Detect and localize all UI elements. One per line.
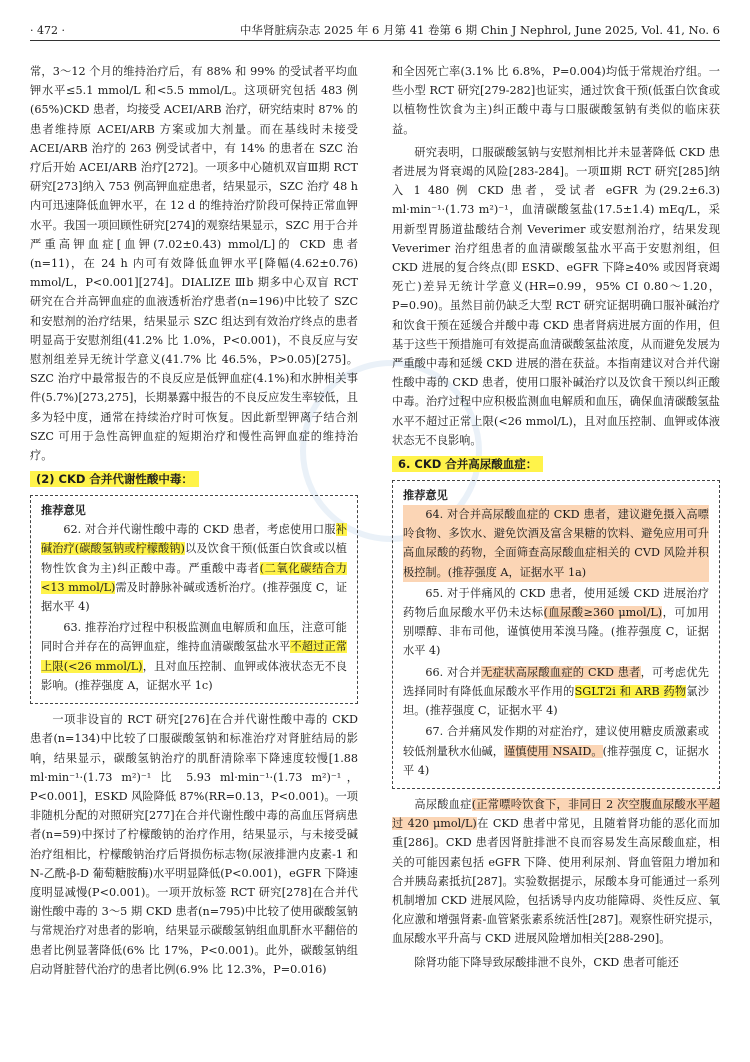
recommendation-box	[30, 495, 358, 704]
right-column	[392, 62, 720, 976]
left-column	[30, 62, 358, 983]
highlight: (正常嘌呤饮食下，非同日 2 次空腹血尿酸水平超过 420 μmol/L)	[392, 797, 720, 831]
recommendation-title: 推荐意见	[41, 504, 86, 518]
highlight: 无症状高尿酸血症的 CKD 患者	[481, 665, 641, 679]
section-heading: (2) CKD 合并代谢性酸中毒：	[30, 469, 358, 489]
paragraph: 一项非设盲的 RCT 研究[276]在合并代谢性酸中毒的 CKD 患者(n=134)中比较了口服碳酸氢钠和标准治疗对肾脏结局的影响，结果显示，碳酸氢钠治疗的肌酐清除率下降速度较慢[1.88 ml·min⁻¹·(1.73 m²)⁻¹ 比 5.93 ml·min⁻¹·(1.73 m²)⁻¹，P<0.001]，ESKD 风险降低 87%(RR=0.13，P<0.001)。一项非随机分配的对照研究[277]在合并代谢性酸中毒的高血压肾病患者(n=59)中探讨了柠檬酸钠的治疗作用，结果显示，与未接受碱治疗组相比，柠檬酸钠治疗后肾损伤标志物(尿液排泄内皮素-1 和 N-乙酰-β-D 葡萄糖胺酶)水平明显降低(P<0.001)，eGFR 下降速度明显减慢(P<0.001)。一项开放标签 RCT 研究[278]在合并代谢性酸中毒的 3～5 期 CKD 患者(n=795)中比较了使用碳酸氢钠与常规治疗对患者的影响，结果显示碳酸氢钠组血肌酐水平翻倍的患者比例显著降低(6% 比 17%，P<0.001)。此外，碳酸氢钠组启动肾脏替代治疗的患者比例(6.9% 比 12.3%，P=0.016)	[30, 713, 358, 976]
recommendation-65: 65. 对于伴痛风的 CKD 患者，使用延缓 CKD 进展治疗药物后血尿酸水平仍未达标(血尿酸≥360 μmol/L)，可加用别嘌醇、非布司他，谨慎使用苯溴马隆。(推荐强度 C，证据水平 4)	[403, 586, 709, 658]
recommendation-67: 67. 合并痛风发作期的对症治疗，建议使用糖皮质激素或较低剂量秋水仙碱，谨慎使用 NSAID。(推荐强度 C，证据水平 4)	[403, 725, 709, 777]
highlight: (血尿酸≥360 μmol/L)	[543, 606, 663, 620]
journal-citation: 中华肾脏病杂志 2025 年 6 月第 41 卷第 6 期 Chin J Nephrol, June 2025, Vol. 41, No. 6	[239, 23, 720, 37]
paragraph: 和全因死亡率(3.1% 比 6.8%，P=0.004)均低于常规治疗组。一些小型 RCT 研究[279-282]也证实，通过饮食干预(低蛋白饮食或以植物性饮食为主)纠正酸中毒与口服碳酸氢钠有类似的临床获益。	[392, 65, 720, 136]
recommendation-box	[392, 480, 720, 789]
highlight: SGLT2i 和 ARB 药物	[574, 684, 687, 698]
paragraph: 常，3～12 个月的维持治疗后，有 88% 和 99% 的受试者平均血钾水平≤5.1 mmol/L 和<5.5 mmol/L。这项研究包括 483 例(65%)CKD 患者，均接受 ACEI/ARB 治疗，研究结束时 87% 的患者维持原 ACEI/ARB 方案或加大剂量。而在基线时未接受 ACEI/ARB 治疗的 263 例受试者中，有 14% 的患者在 SZC 治疗后开始 ACEI/ARB 治疗[272]。一项多中心随机双盲Ⅲ期 RCT 研究[273]纳入 753 例高钾血症患者，结果显示，SZC 治疗 48 h 内可迅速降低血钾水平，在 12 d 的维持治疗阶段可保持正常血钾水平。我国一项回顾性研究[274]的观察结果显示，SZC 用于合并严重高钾血症[血钾(7.02±0.43) mmol/L]的 CKD 患者(n=11)，在 24 h 内可有效降低血钾水平[降幅(4.62±0.76) mmol/L，P<0.001][274]。DIALIZE Ⅲb 期多中心双盲 RCT 研究在合并高钾血症的血液透析治疗患者(n=196)中比较了 SZC 和安慰剂的治疗结果，结果显示 SZC 组达到有效治疗终点的患者明显高于安慰剂组(41.2% 比 1.0%，P<0.001)，不良反应与安慰剂组差异无统计学意义(41.7% 比 46.5%，P>0.05)[275]。SZC 治疗中最常报告的不良反应是低钾血症(4.1%)和水肿相关事件(5.7%)[273,275]，长期暴露中报告的不良反应发生率较低，且多为轻中度，通常在持续治疗时可恢复。因此新型钾离子结合剂 SZC 可用于急性高钾血症的短期治疗和慢性高钾血症的维持治疗。	[30, 65, 358, 463]
highlight: 不超过正常上限(<26 mmol/L)	[41, 640, 347, 673]
highlight: (二氧化碳结合力<13 mmol/L)	[41, 561, 347, 594]
paragraph: 高尿酸血症(正常嘌呤饮食下，非同日 2 次空腹血尿酸水平超过 420 μmol/L)在 CKD 患者中常见，且随着肾功能的恶化而加重[286]。CKD 患者因肾脏排泄不良而容易发生高尿酸血症，相关的可能因素包括 eGFR 下降、使用利尿剂、肾血管阻力增加和合并胰岛素抵抗[287]。实验数据提示，尿酸本身可能通过一系列机制增加 CKD 进展风险，包括诱导内皮功能障碍、炎性反应、氧化应激和增强肾素-血管紧张素系统活性[287]。观察性研究提示，血尿酸水平升高与 CKD 进展风险增加相关[288-290]。	[392, 797, 720, 946]
recommendation-64: 64. 对合并高尿酸血症的 CKD 患者，建议避免摄入高嘌呤食物、多饮水、避免饮酒及富含果糖的饮料、避免应用可升高血尿酸的药物，全面筛查高尿酸血症相关的 CVD 风险并积极控制。(推荐强度 A，证据水平 1a)	[403, 505, 709, 582]
page-number: · 472 ·	[30, 24, 65, 37]
highlight: 谨慎使用 NSAID。	[504, 744, 603, 758]
recommendation-title: 推荐意见	[403, 489, 448, 503]
paragraph: 除肾功能下降导致尿酸排泄不良外，CKD 患者可能还	[414, 955, 679, 969]
paragraph: 研究表明，口服碳酸氢钠与安慰剂相比并未显著降低 CKD 患者进展为肾衰竭的风险[283-284]。一项Ⅲ期 RCT 研究[285]纳入 1 480 例 CKD 患者，受试者 eGFR 为(29.2±6.3) ml·min⁻¹·(1.73 m²)⁻¹，血清碳酸氢盐(17.5±1.4) mEq/L，采用新型胃肠道盐酸结合剂 Veverimer 或安慰剂治疗，结果发现 Veverimer 治疗组患者的血清碳酸氢盐水平高于安慰剂组，但 CKD 进展的复合终点(即 ESKD、eGFR 下降≥40% 或因肾衰竭死亡)差异无统计学意义(HR=0.99，95% CI 0.80～1.20，P=0.90)。虽然目前仍缺乏大型 RCT 研究证据明确口服补碱治疗和饮食干预在延缓合并酸中毒 CKD 患者肾病进展方面的作用，但基于这些干预措施可有效提高血清碳酸氢盐浓度，从而避免发展为严重酸中毒和延缓 CKD 进展的潜在获益。本指南建议对合并代谢性酸中毒的 CKD 患者，使用口服补碱治疗以及饮食干预以纠正酸中毒。治疗过程中应积极监测血电解质和血压，确保血清碳酸氢盐水平不超过正常上限(<26 mmol/L)，且对血压控制、血钾或体液状态无不良影响。	[392, 145, 720, 447]
page-header	[30, 18, 720, 41]
recommendation-62: 62. 对合并代谢性酸中毒的 CKD 患者，考虑使用口服补碱治疗(碳酸氢钠或柠檬酸钠)以及饮食干预(低蛋白饮食或以植物性饮食为主)纠正酸中毒。严重酸中毒者(二氧化碳结合力<13 mmol/L)需及时静脉补碱或透析治疗。(推荐强度 C，证据水平 4)	[41, 523, 348, 614]
highlight: 补碱治疗(碳酸氢钠或柠檬酸钠)	[41, 523, 347, 556]
recommendation-66: 66. 对合并无症状高尿酸血症的 CKD 患者，可考虑优先选择同时有降低血尿酸水平作用的SGLT2i 和 ARB 药物氯沙坦。(推荐强度 C，证据水平 4)	[403, 665, 709, 718]
section-heading: 6. CKD 合并高尿酸血症：	[392, 454, 720, 474]
recommendation-63: 63. 推荐治疗过程中积极监测血电解质和血压，注意可能同时合并存在的高钾血症，维持血清碳酸氢盐水平不超过正常上限(<26 mmol/L)，且对血压控制、血钾或体液状态无不良影响。(推荐强度 A，证据水平 1c)	[41, 621, 347, 692]
